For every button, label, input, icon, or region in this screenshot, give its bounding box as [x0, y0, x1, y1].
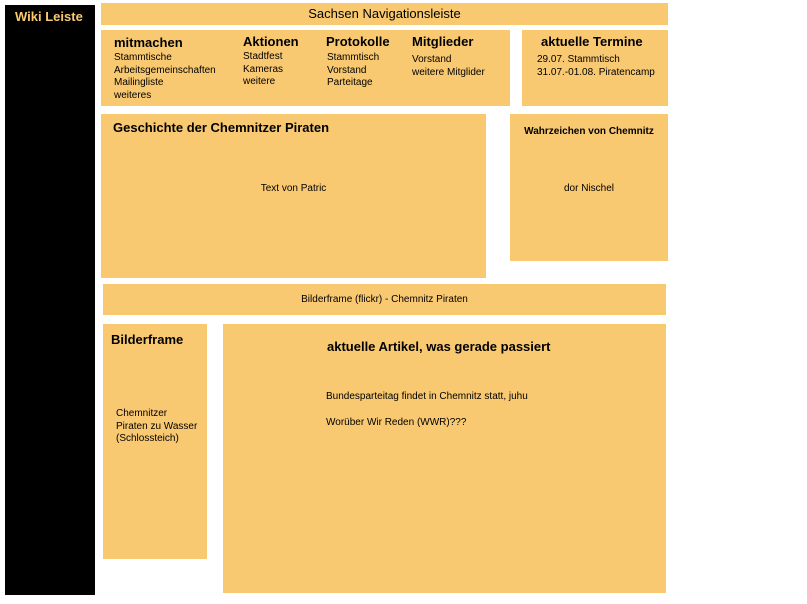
artikel-item[interactable]: Worüber Wir Reden (WWR)???	[326, 417, 467, 428]
termin-item[interactable]: 31.07.-01.08. Piratencamp	[537, 66, 655, 78]
bilderframe-caption	[116, 408, 197, 446]
menu-item-protokoll-vorstand[interactable]: Vorstand	[327, 64, 367, 76]
menu-item-mailingliste[interactable]: Mailingliste	[114, 77, 164, 88]
menu-heading-protokolle[interactable]: Protokolle	[326, 34, 390, 49]
menu-list-mitmachen	[114, 52, 216, 102]
bilderframe-caption-line: Piraten zu Wasser	[116, 420, 198, 432]
menu-heading-mitmachen[interactable]: mitmachen	[114, 35, 183, 50]
menu-item-weitere-mitglieder[interactable]: weitere Mitglider	[412, 66, 485, 78]
bilderframe-caption-line: (Schlossteich)	[116, 433, 179, 444]
menu-item-parteitage[interactable]: Parteitage	[327, 77, 373, 88]
wahrzeichen-panel	[510, 114, 668, 261]
wahrzeichen-heading: Wahrzeichen von Chemnitz	[524, 126, 654, 137]
artikel-item[interactable]: Bundesparteitag findet in Chemnitz statt, juhu	[326, 391, 528, 402]
termin-item[interactable]: 29.07. Stammtisch	[537, 54, 620, 65]
geschichte-text: Text von Patric	[260, 183, 327, 194]
navigation-bar-title[interactable]: Sachsen Navigationsleiste	[308, 6, 461, 21]
sidebar-title: Wiki Leiste	[15, 9, 83, 24]
menu-item-protokoll-stammtisch[interactable]: Stammtisch	[327, 52, 380, 63]
termine-list	[537, 54, 655, 79]
menu-panel	[101, 30, 510, 106]
menu-item-weiteres[interactable]: weiteres	[114, 89, 152, 101]
menu-list-protokolle	[327, 52, 379, 90]
menu-heading-mitglieder[interactable]: Mitglieder	[412, 34, 474, 49]
wahrzeichen-text: dor Nischel	[563, 183, 615, 194]
termine-panel	[522, 30, 668, 106]
menu-item-mitglieder-vorstand[interactable]: Vorstand	[412, 54, 452, 65]
flickr-frame-label[interactable]: Bilderframe (flickr) - Chemnitz Piraten	[301, 294, 468, 305]
menu-item-stammtische[interactable]: Stammtische	[114, 52, 172, 63]
flickr-frame	[103, 284, 666, 315]
wiki-sidebar	[5, 5, 95, 595]
bilderframe-caption-line: Chemnitzer	[116, 408, 168, 419]
bilderframe-panel	[103, 324, 207, 559]
menu-list-aktionen	[243, 51, 283, 89]
termine-heading: aktuelle Termine	[541, 34, 643, 49]
geschichte-heading: Geschichte der Chemnitzer Piraten	[113, 120, 330, 135]
menu-list-mitglieder	[412, 54, 485, 79]
menu-heading-aktionen[interactable]: Aktionen	[243, 34, 299, 49]
bilderframe-heading: Bilderframe	[111, 332, 184, 347]
navigation-bar	[101, 3, 668, 25]
artikel-heading: aktuelle Artikel, was gerade passiert	[327, 339, 551, 354]
menu-item-weitere[interactable]: weitere	[243, 76, 276, 87]
menu-item-arbeitsgemeinschaften[interactable]: Arbeitsgemeinschaften	[114, 64, 216, 76]
menu-item-kameras[interactable]: Kameras	[243, 63, 284, 75]
geschichte-panel	[101, 114, 486, 278]
artikel-panel	[223, 324, 666, 593]
menu-item-stadtfest[interactable]: Stadtfest	[243, 51, 283, 62]
